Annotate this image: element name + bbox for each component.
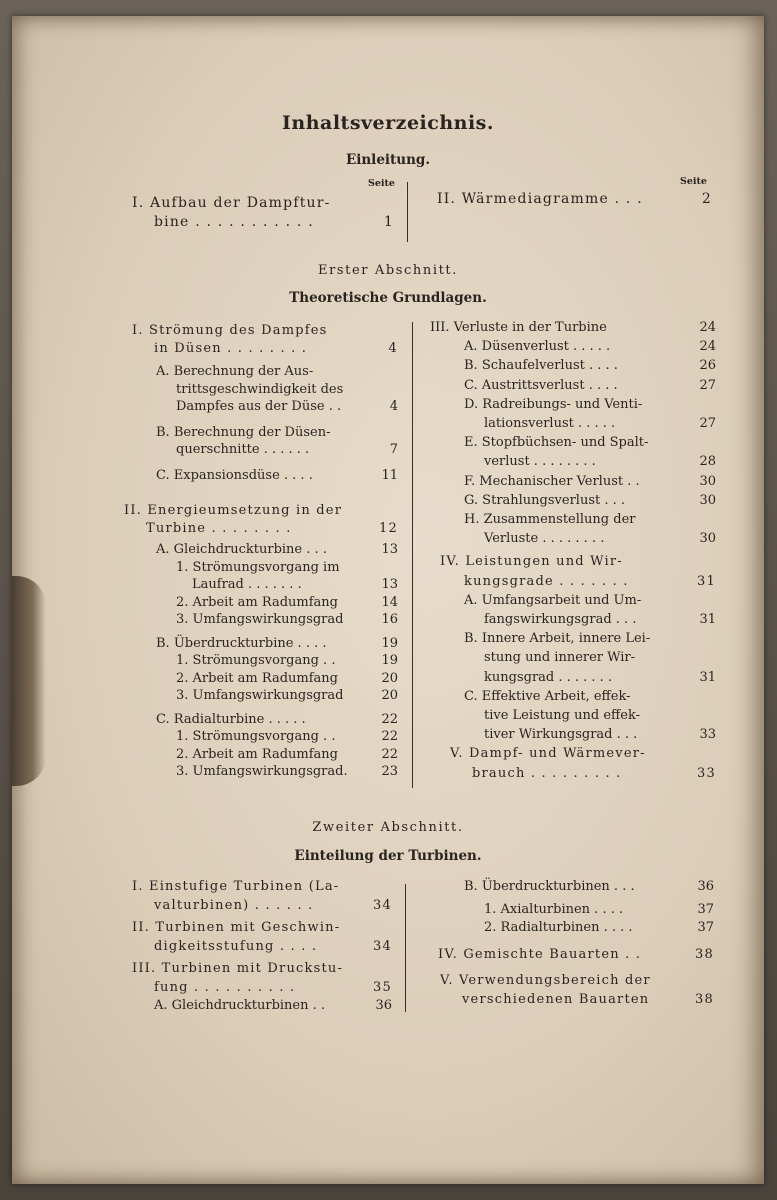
- toc-entry[interactable]: [132, 960, 392, 979]
- toc-entry-title: V. Verwendungsbereich der: [440, 973, 651, 988]
- toc-entry[interactable]: [432, 919, 714, 938]
- toc-entry[interactable]: [132, 398, 398, 416]
- toc-entry-title: in Düsen . . . . . . . .: [154, 340, 308, 356]
- page-number: 12: [379, 520, 398, 536]
- toc-entry[interactable]: [432, 991, 714, 1010]
- toc-entry-title: fung . . . . . . . . . .: [154, 979, 296, 995]
- seite-label-right: Seite: [680, 176, 707, 187]
- toc-entry[interactable]: [430, 356, 716, 375]
- page-number: 19: [381, 635, 398, 651]
- section-heading: Einteilung der Turbinen.: [294, 848, 482, 864]
- toc-entry[interactable]: [430, 552, 716, 571]
- toc-entry-title: stung und innerer Wir-: [484, 650, 636, 666]
- toc-column-right: [432, 878, 714, 1009]
- toc-entry[interactable]: [430, 648, 716, 667]
- toc-column-left: [124, 322, 398, 781]
- toc-entry-title: E. Stopfbüchsen- und Spalt-: [464, 435, 649, 451]
- toc-entry[interactable]: [132, 213, 394, 232]
- toc-column-right: [430, 318, 716, 783]
- page-number: 24: [699, 339, 716, 355]
- toc-entry[interactable]: [132, 938, 392, 957]
- toc-entry-title: B. Überdruckturbinen . . .: [464, 879, 635, 894]
- page-number: 34: [373, 897, 392, 913]
- page-number: 22: [381, 729, 398, 744]
- toc-entry-title: D. Radreibungs- und Venti-: [464, 396, 643, 412]
- toc-entry-title: fangswirkungsgrad . . .: [484, 612, 637, 628]
- page-title: Inhaltsverzeichnis.: [282, 112, 494, 134]
- einleitung-heading: Einleitung.: [345, 152, 431, 168]
- toc-entry[interactable]: [430, 472, 716, 491]
- toc-entry-title: 3. Umfangswirkungsgrad: [176, 688, 344, 703]
- toc-entry[interactable]: [430, 529, 716, 548]
- toc-entry[interactable]: [430, 764, 716, 783]
- seite-label-left: Seite: [368, 178, 395, 189]
- toc-entry-title: 1. Strömungsvorgang im: [176, 559, 340, 575]
- section-heading: Theoretische Grundlagen.: [289, 290, 487, 306]
- page-number: 20: [381, 670, 398, 686]
- toc-entry-title: I. Aufbau der Dampftur-: [132, 195, 331, 211]
- page-number: 30: [699, 531, 716, 547]
- page-number: 24: [699, 320, 716, 335]
- toc-entry[interactable]: [430, 629, 716, 648]
- toc-entry[interactable]: [132, 441, 398, 459]
- toc-entry-title: F. Mechanischer Verlust . .: [464, 473, 640, 489]
- toc-entry[interactable]: [132, 322, 398, 340]
- toc-entry-title: 2. Arbeit am Radumfang: [176, 746, 338, 762]
- toc-entry-title: bine . . . . . . . . . . .: [154, 214, 314, 230]
- page-number: 37: [697, 920, 714, 935]
- page-number: 23: [381, 764, 398, 779]
- page-number: 2: [701, 191, 712, 207]
- column-divider: [407, 182, 408, 242]
- toc-entry-title: I. Einstufige Turbinen (La-: [132, 879, 340, 894]
- toc-entry[interactable]: [132, 635, 398, 653]
- toc-entry[interactable]: [132, 363, 398, 381]
- toc-entry[interactable]: [432, 901, 714, 920]
- toc-entry-title: B. Innere Arbeit, innere Lei-: [464, 631, 651, 647]
- toc-entry-title: querschnitte . . . . . .: [176, 442, 310, 457]
- toc-entry[interactable]: [132, 763, 398, 781]
- toc-entry-title: C. Radialturbine . . . . .: [156, 711, 306, 727]
- toc-entry[interactable]: [437, 190, 712, 209]
- page-number: 16: [381, 612, 398, 627]
- toc-entry[interactable]: [430, 395, 716, 414]
- page-number: 4: [388, 340, 398, 356]
- page-number: 33: [699, 727, 716, 743]
- toc-entry-title: digkeitsstufung . . . .: [154, 938, 318, 954]
- toc-entry[interactable]: [132, 670, 398, 688]
- toc-entry[interactable]: [132, 997, 392, 1016]
- toc-entry-title: B. Schaufelverlust . . . .: [464, 358, 618, 374]
- toc-entry-title: A. Düsenverlust . . . . .: [464, 339, 611, 355]
- page-number: 22: [381, 746, 398, 762]
- toc-entry[interactable]: [430, 725, 716, 744]
- binding-stain: [12, 576, 46, 786]
- page-number: 34: [373, 938, 392, 954]
- page-number: 27: [699, 416, 716, 432]
- toc-entry-title: tiver Wirkungsgrad . . .: [484, 727, 638, 743]
- toc-entry-title: 2. Arbeit am Radumfang: [176, 670, 338, 686]
- toc-entry[interactable]: [430, 610, 716, 629]
- toc-entry-title: 3. Umfangswirkungsgrad.: [176, 764, 348, 779]
- toc-entry[interactable]: [132, 919, 392, 938]
- toc-entry-title: IV. Leistungen und Wir-: [440, 554, 623, 570]
- page-number: 19: [381, 653, 398, 668]
- toc-entry-title: C. Expansionsdüse . . . .: [156, 467, 313, 483]
- toc-entry-title: kungsgrade . . . . . . .: [464, 573, 629, 589]
- toc-entry-title: I. Strömung des Dampfes: [132, 323, 328, 338]
- toc-entry-title: B. Berechnung der Düsen-: [156, 424, 331, 440]
- toc-entry[interactable]: [430, 491, 716, 510]
- toc-entry-title: II. Wärmediagramme . . .: [437, 191, 643, 207]
- toc-entry-title: IV. Gemischte Bauarten . .: [438, 946, 642, 962]
- page-number: 30: [699, 473, 716, 489]
- toc-entry-title: Dampfes aus der Düse . .: [176, 399, 342, 414]
- toc-entry[interactable]: [430, 318, 716, 337]
- page-number: 36: [375, 998, 392, 1013]
- toc-column-left: [132, 878, 392, 1016]
- toc-entry-title: III. Verluste in der Turbine: [430, 320, 607, 335]
- page-number: 1: [383, 214, 394, 230]
- toc-entry[interactable]: [132, 878, 392, 897]
- toc-entry-title: verlust . . . . . . . .: [484, 454, 596, 470]
- toc-entry[interactable]: [132, 467, 398, 485]
- toc-entry[interactable]: [430, 706, 716, 725]
- toc-entry[interactable]: [432, 878, 714, 897]
- page-number: 4: [389, 399, 398, 414]
- toc-entry[interactable]: [430, 414, 716, 433]
- page-number: 31: [699, 669, 716, 685]
- page-number: 28: [699, 454, 716, 470]
- toc-entry[interactable]: [132, 611, 398, 629]
- toc-entry[interactable]: [132, 979, 392, 998]
- toc-entry[interactable]: [132, 340, 398, 358]
- toc-entry-title: brauch . . . . . . . . .: [472, 765, 622, 781]
- toc-entry-title: II. Turbinen mit Geschwin-: [132, 920, 341, 935]
- toc-entry[interactable]: [432, 946, 714, 965]
- toc-entry[interactable]: [430, 452, 716, 471]
- toc-entry-title: kungsgrad . . . . . . .: [484, 669, 613, 685]
- toc-entry[interactable]: [430, 668, 716, 687]
- toc-entry-title: C. Effektive Arbeit, effek-: [464, 688, 631, 704]
- page-number: 22: [381, 711, 398, 727]
- toc-entry-title: 2. Arbeit am Radumfang: [176, 594, 338, 610]
- section-label: Erster Abschnitt.: [318, 263, 458, 278]
- toc-entry[interactable]: [132, 381, 398, 399]
- toc-entry[interactable]: [132, 594, 398, 612]
- toc-entry[interactable]: [430, 591, 716, 610]
- toc-entry-title: V. Dampf- und Wärmever-: [450, 746, 646, 762]
- toc-entry-title: Turbine . . . . . . . .: [146, 520, 292, 536]
- toc-entry-title: A. Gleichdruckturbinen . .: [154, 998, 326, 1013]
- toc-entry[interactable]: [132, 194, 394, 213]
- einleitung-left: [132, 194, 394, 232]
- toc-entry[interactable]: [124, 502, 398, 520]
- toc-entry-title: II. Energieumsetzung in der: [124, 503, 343, 518]
- page-number: 7: [389, 442, 398, 457]
- toc-entry[interactable]: [132, 687, 398, 705]
- page-number: 13: [381, 542, 398, 557]
- toc-entry[interactable]: [430, 433, 716, 452]
- toc-entry-title: H. Zusammenstellung der: [464, 512, 636, 528]
- toc-entry[interactable]: [432, 972, 714, 991]
- book-page: [12, 16, 764, 1184]
- toc-entry[interactable]: [430, 687, 716, 706]
- einleitung-right: [437, 190, 712, 209]
- page-number: 20: [381, 688, 398, 703]
- toc-entry[interactable]: [132, 746, 398, 764]
- toc-entry[interactable]: [430, 744, 716, 763]
- page-number: 37: [697, 901, 714, 917]
- section-label: Zweiter Abschnitt.: [312, 820, 464, 835]
- toc-entry-title: trittsgeschwindigkeit des: [176, 381, 344, 397]
- toc-entry-title: A. Berechnung der Aus-: [156, 364, 314, 379]
- page-number: 36: [697, 879, 714, 894]
- toc-entry[interactable]: [132, 559, 398, 577]
- page-number: 33: [697, 765, 716, 781]
- page-number: 30: [699, 492, 716, 508]
- column-divider: [405, 884, 406, 1012]
- toc-entry-title: 1. Axialturbinen . . . .: [484, 901, 624, 917]
- toc-entry-title: verschiedenen Bauarten: [462, 991, 650, 1007]
- page-number: 14: [381, 594, 398, 610]
- toc-entry[interactable]: [132, 520, 398, 538]
- toc-entry[interactable]: [430, 510, 716, 529]
- toc-entry[interactable]: [132, 576, 398, 594]
- toc-entry[interactable]: [132, 728, 398, 746]
- toc-entry-title: B. Überdruckturbine . . . .: [156, 635, 327, 651]
- toc-entry[interactable]: [132, 711, 398, 729]
- page-number: 38: [695, 946, 714, 962]
- page-number: 13: [381, 577, 398, 592]
- toc-entry[interactable]: [430, 337, 716, 356]
- toc-entry-title: valturbinen) . . . . . .: [154, 897, 314, 913]
- toc-entry-title: A. Umfangsarbeit und Um-: [464, 592, 642, 608]
- toc-entry-title: Verluste . . . . . . . .: [484, 531, 605, 547]
- page-number: 31: [699, 612, 716, 628]
- toc-entry[interactable]: [132, 424, 398, 442]
- toc-entry[interactable]: [132, 652, 398, 670]
- toc-entry[interactable]: [132, 897, 392, 916]
- page-number: 31: [697, 573, 716, 589]
- toc-entry-title: G. Strahlungsverlust . . .: [464, 492, 626, 508]
- page-number: 26: [699, 358, 716, 374]
- toc-entry-title: C. Austrittsverlust . . . .: [464, 377, 618, 393]
- toc-entry[interactable]: [430, 376, 716, 395]
- page-number: 38: [695, 991, 714, 1007]
- toc-entry-title: Laufrad . . . . . . .: [192, 577, 302, 592]
- toc-entry-title: A. Gleichdruckturbine . . .: [156, 542, 327, 557]
- column-divider: [412, 322, 413, 788]
- toc-entry-title: 3. Umfangswirkungsgrad: [176, 612, 344, 627]
- toc-entry-title: 1. Strömungsvorgang . .: [176, 729, 336, 744]
- page-number: 11: [381, 467, 398, 483]
- toc-entry-title: tive Leistung und effek-: [484, 708, 640, 724]
- toc-entry[interactable]: [132, 541, 398, 559]
- toc-entry[interactable]: [430, 572, 716, 591]
- toc-entry-title: III. Turbinen mit Druckstu-: [132, 961, 344, 976]
- page-number: 35: [373, 979, 392, 995]
- page-number: 27: [699, 377, 716, 393]
- toc-entry-title: 2. Radialturbinen . . . .: [484, 920, 633, 935]
- toc-entry-title: lationsverlust . . . . .: [484, 416, 616, 432]
- toc-entry-title: 1. Strömungsvorgang . .: [176, 653, 336, 668]
